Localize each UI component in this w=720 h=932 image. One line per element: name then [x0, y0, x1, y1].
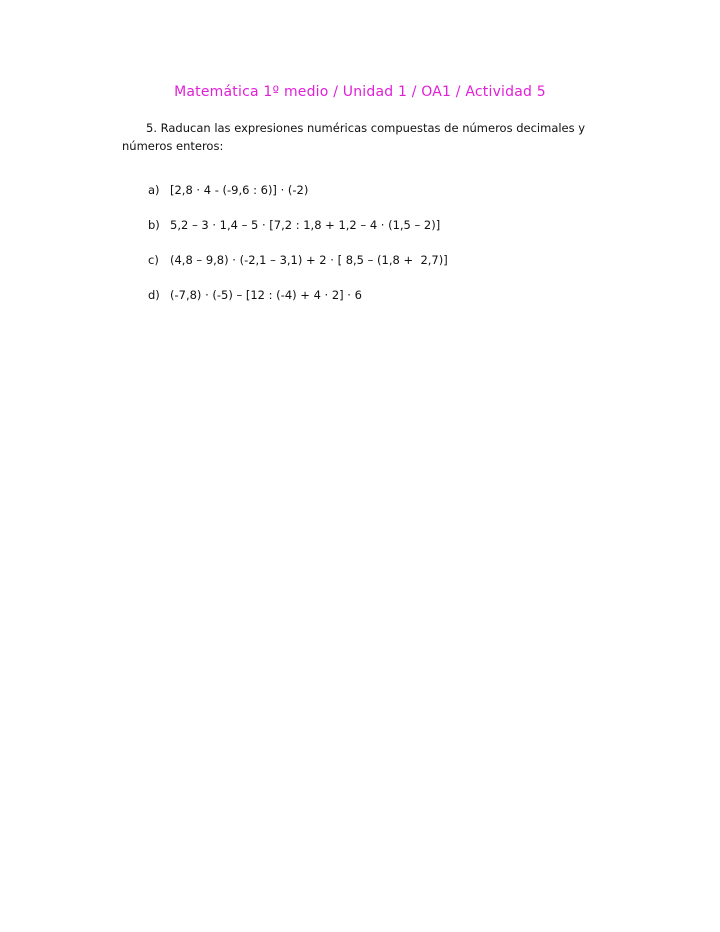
exercise-b	[148, 218, 440, 232]
exercise-expression: 5,2 – 3 · 1,4 – 5 · [7,2 : 1,8 + 1,2 – 4 · (1,5 – 2)]	[170, 218, 441, 232]
exercise-label: a)	[148, 183, 160, 197]
exercise-c	[148, 253, 448, 267]
exercise-expression: (4,8 – 9,8) · (-2,1 – 3,1) + 2 · [ 8,5 – (1,8 + 2,7)]	[170, 253, 448, 267]
exercise-expression: (-7,8) · (-5) – [12 : (-4) + 4 · 2] · 6	[170, 288, 362, 302]
exercise-expression: [2,8 · 4 - (-9,6 : 6)] · (-2)	[170, 183, 309, 197]
page-title: Matemática 1º medio / Unidad 1 / OA1 / Actividad 5	[174, 84, 546, 100]
exercise-label: d)	[148, 288, 160, 302]
activity-instruction	[122, 119, 602, 155]
exercise-label: c)	[148, 253, 159, 267]
exercise-a	[148, 183, 308, 197]
exercise-d	[148, 288, 362, 302]
exercise-label: b)	[148, 218, 160, 232]
instruction-text: 5. Raducan las expresiones numéricas compuestas de números decimales y números enteros:	[122, 121, 586, 153]
